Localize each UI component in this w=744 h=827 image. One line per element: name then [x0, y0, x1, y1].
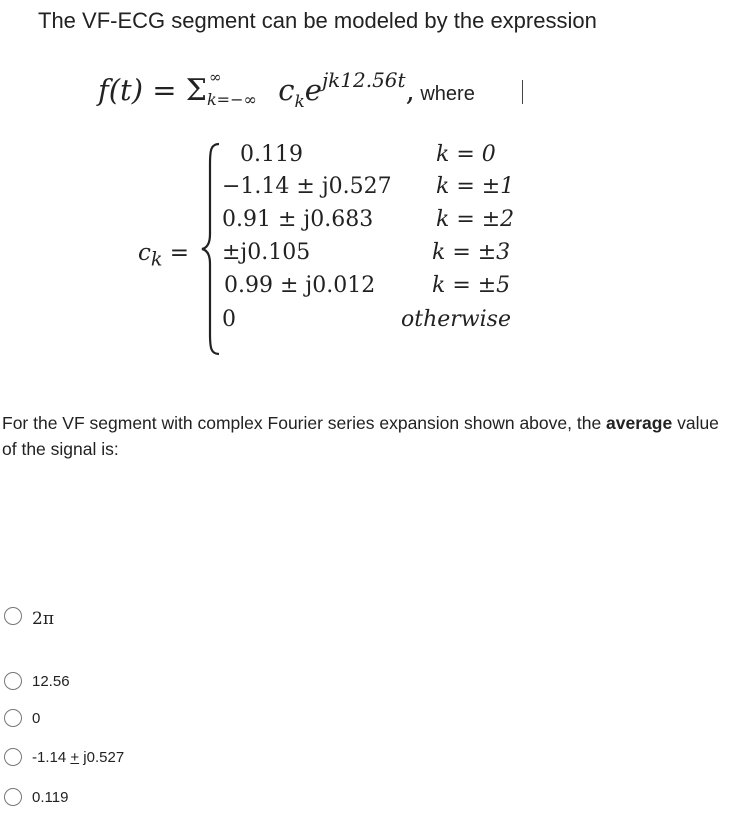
radio-button[interactable]: [4, 748, 22, 766]
case-condition: otherwise: [401, 307, 511, 332]
option-label-part: +: [70, 748, 80, 766]
option-label: 0: [32, 709, 41, 727]
case-condition: k = ±2: [436, 207, 515, 232]
case-value: 0.99 ± j0.012: [224, 273, 376, 298]
ck-subscript: k: [150, 247, 163, 271]
question-part: value of the signal is:: [2, 413, 719, 459]
case-condition: k = ±1: [436, 174, 515, 199]
sum-limits: [206, 68, 269, 109]
radio-button[interactable]: [4, 607, 22, 625]
sum-upper-limit: ∞: [208, 68, 222, 86]
exponential-base: e: [304, 73, 322, 107]
case-value: 0.91 ± j0.683: [222, 207, 374, 232]
case-condition: k = ±5: [432, 273, 511, 298]
answer-option[interactable]: [4, 603, 54, 629]
case-value: 0: [222, 307, 236, 332]
coefficient-subscript: k: [294, 91, 305, 112]
answer-option[interactable]: [4, 709, 40, 727]
option-label: 0.119: [32, 788, 69, 806]
case-value: 0.119: [240, 142, 303, 167]
option-label: 12.56: [32, 672, 70, 690]
question-part: For the VF segment with complex Fourier series expansion shown above, the: [2, 413, 607, 433]
ck-symbol: c: [138, 240, 151, 266]
answer-option[interactable]: [4, 672, 70, 690]
formula-lhs: f(t) =: [98, 73, 186, 107]
radio-button[interactable]: [4, 788, 22, 806]
ck-label: [138, 240, 189, 271]
exponent: jk12.56t: [321, 68, 406, 92]
problem-intro: The VF-ECG segment can be modeled by the expression: [38, 8, 597, 33]
left-brace: [200, 142, 222, 356]
case-value: ±j0.105: [222, 240, 311, 265]
fourier-series-formula: [98, 68, 475, 112]
formula-comma: ,: [405, 73, 415, 107]
question-emphasis: average: [606, 413, 673, 433]
option-label-part: -1.14: [32, 748, 71, 766]
sum-lower-limit: k=−∞: [206, 90, 257, 109]
text-cursor: [522, 80, 523, 104]
sigma-symbol: Σ: [185, 73, 207, 108]
case-condition: k = ±3: [432, 240, 511, 265]
answer-option[interactable]: [4, 748, 124, 766]
option-label: 2π: [32, 609, 54, 629]
where-text: where: [414, 83, 475, 105]
option-label-part: j0.527: [79, 748, 125, 766]
ck-equals: =: [162, 240, 190, 266]
coefficient-symbol: c: [278, 73, 295, 107]
case-condition: k = 0: [436, 142, 496, 167]
question-text: [2, 410, 737, 462]
radio-button[interactable]: [4, 709, 22, 727]
radio-button[interactable]: [4, 672, 22, 690]
option-label: [32, 749, 124, 766]
answer-option[interactable]: [4, 788, 68, 806]
case-value: −1.14 ± j0.527: [222, 174, 392, 199]
